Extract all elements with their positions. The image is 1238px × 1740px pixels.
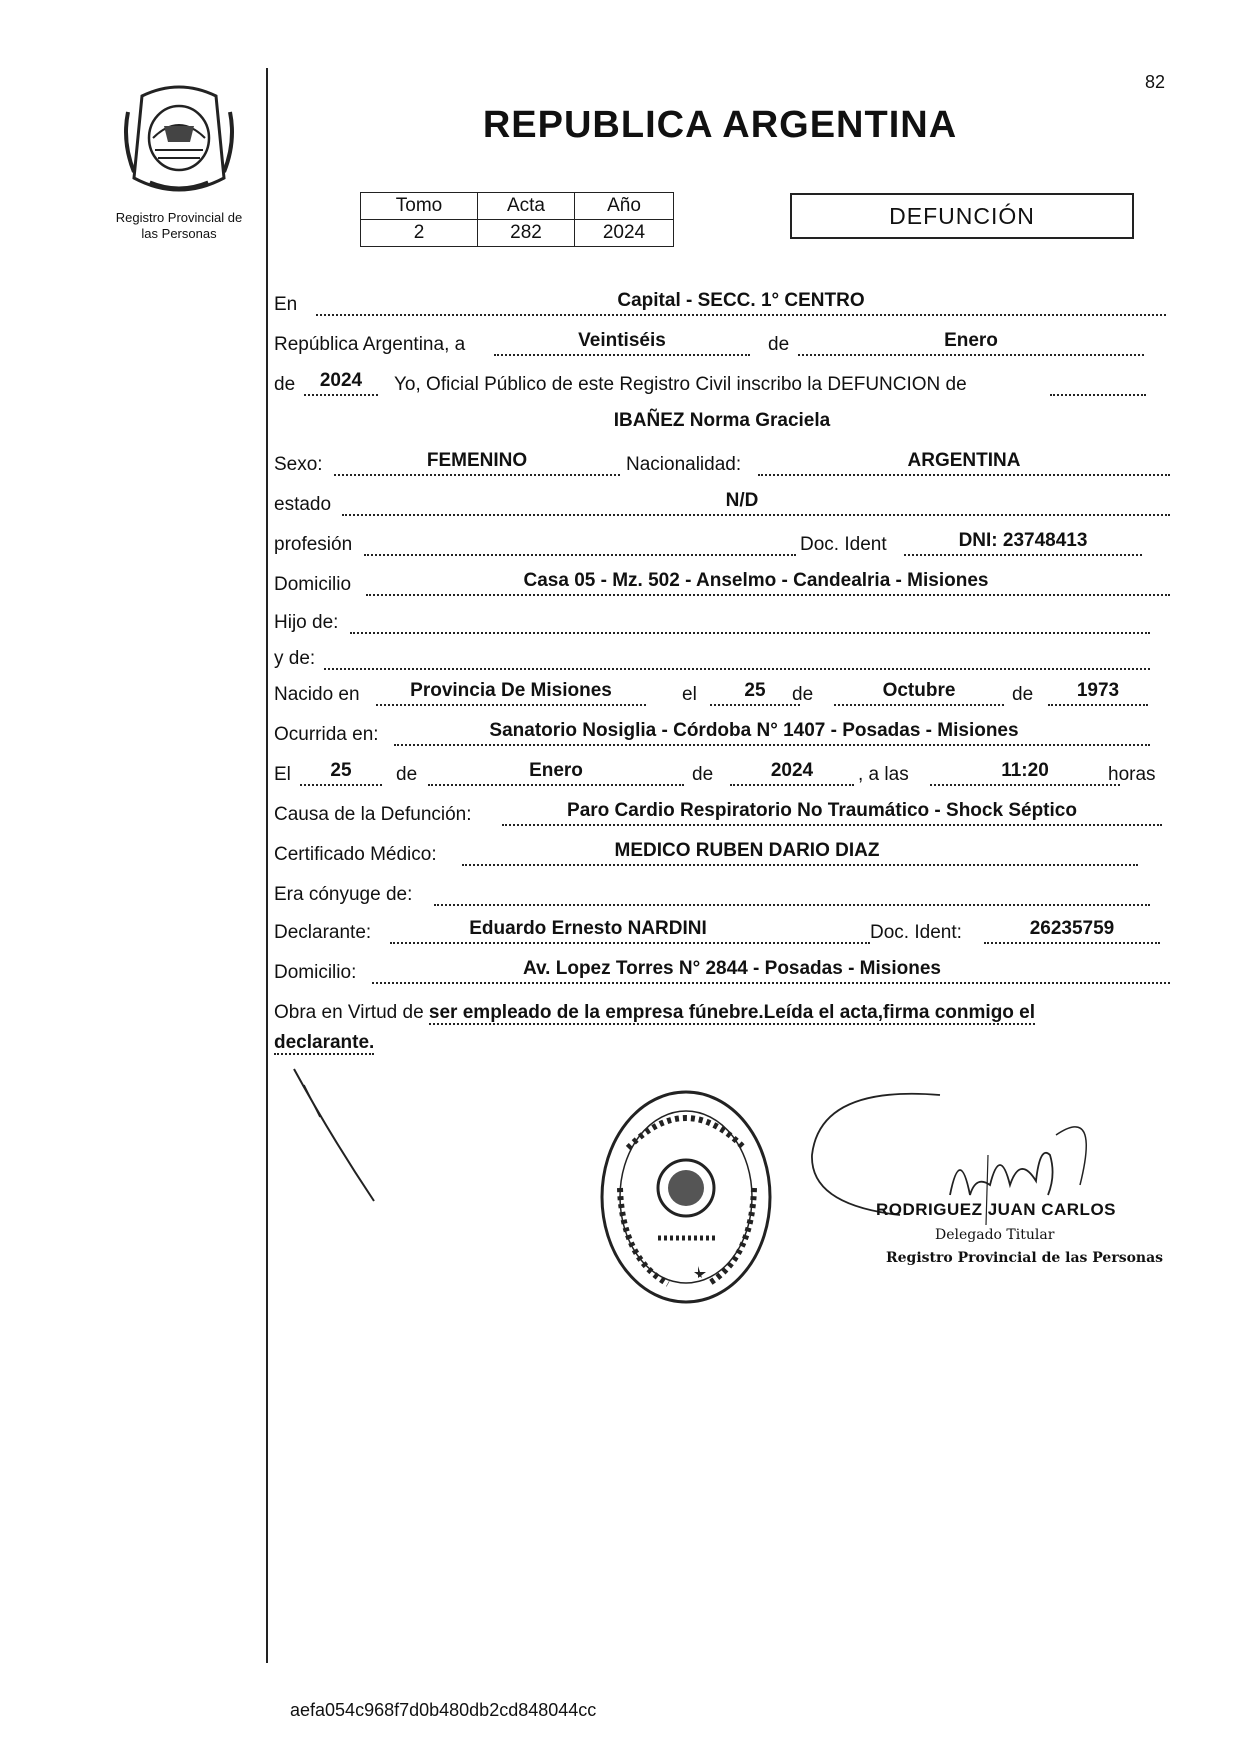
signatory-role: Delegado Titular [935,1227,1055,1243]
nacido-lugar: Provincia De Misiones [410,680,612,701]
value-anio: 2024 [575,220,674,247]
register-table-values [361,220,674,247]
de-label: de [396,764,418,785]
doc-ident-value: DNI: 23748413 [958,530,1088,551]
page-number: 82 [1145,72,1166,92]
horas-label: horas [1108,764,1156,785]
value-acta: 282 [478,220,575,247]
de-label: de [792,684,814,705]
value-tomo: 2 [361,220,478,247]
certificado-value: MEDICO RUBEN DARIO DIAZ [614,840,880,861]
row-yde [274,640,1174,674]
sexo-label: Sexo: [274,454,323,475]
muerte-hora: 11:20 [1001,760,1049,781]
page-title: REPUBLICA ARGENTINA [482,104,958,146]
republica-label: República Argentina, a [274,334,466,355]
obra-value-line1: ser empleado de la empresa fúnebre.Leída el acta,firma conmigo el [428,1002,1036,1023]
declarante-value: Eduardo Ernesto NARDINI [469,918,707,939]
nacionalidad-label: Nacionalidad: [626,454,742,475]
hijo-label: Hijo de: [274,612,339,633]
el-cap-label: El [274,764,291,785]
de-label: de [274,374,296,395]
obra-value-line2: declarante. [274,1032,375,1053]
register-table [360,192,674,247]
row-hijo [274,604,1174,638]
en-label: En [274,294,298,315]
causa-label: Causa de la Defunción: [274,804,472,825]
domicilio-label: Domicilio [274,574,352,595]
doc-ident2-value: 26235759 [1029,918,1115,939]
day-value: Veintiséis [578,330,666,351]
row-declarante [274,914,1174,948]
nacido-mes: Octubre [882,680,956,701]
year-value: 2024 [319,370,363,391]
row-nacido [274,676,1174,710]
obra-label: Obra en Virtud de [274,1002,424,1023]
obra-en-virtud [274,998,1174,1058]
row-en [274,286,1174,320]
signatory-organization: Registro Provincial de las Personas [886,1250,1164,1266]
alas-label: , a las [858,764,909,785]
row-fecha-muerte [274,756,1174,790]
ocurrida-value: Sanatorio Nosiglia - Córdoba N° 1407 - Posadas - Misiones [489,720,1019,741]
muerte-dia: 25 [330,760,352,781]
yde-label: y de: [274,648,316,669]
declarante-label: Declarante: [274,922,372,943]
header-tomo: Tomo [361,193,478,220]
month-value: Enero [944,330,998,351]
nacido-dia: 25 [744,680,766,701]
row-domicilio [274,566,1174,600]
signatory-name: RODRIGUEZ JUAN CARLOS [876,1200,1117,1219]
place-value: Capital - SECC. 1° CENTRO [617,290,865,311]
delegation-stamp [598,1088,774,1306]
de-label: de [768,334,790,355]
domicilio2-label: Domicilio: [274,962,357,983]
row-causa [274,796,1174,830]
row-profesion [274,526,1174,560]
row-certificado [274,836,1174,870]
estado-value: N/D [725,490,759,511]
doc-ident-label: Doc. Ident [800,534,887,555]
header-anio: Año [575,193,674,220]
margin-line [266,68,268,1663]
ocurrida-label: Ocurrida en: [274,724,379,745]
nacionalidad-value: ARGENTINA [907,450,1021,471]
row-conyuge [274,876,1174,910]
provincial-seal-logo [120,82,238,200]
el-label: el [682,684,697,705]
certificado-label: Certificado Médico: [274,844,437,865]
estado-label: estado [274,494,332,515]
conyuge-label: Era cónyuge de: [274,884,413,905]
deceased-name: IBAÑEZ Norma Graciela [613,410,831,431]
sexo-value: FEMENINO [426,450,528,471]
document-hash: aefa054c968f7d0b480db2cd848044cc [290,1700,597,1720]
muerte-mes: Enero [529,760,583,781]
yo-text: Yo, Oficial Público de este Registro Civil inscribo la DEFUNCION de [394,374,967,395]
nacido-label: Nacido en [274,684,360,705]
de-label: de [692,764,714,785]
row-yo [274,366,1174,400]
doc-ident2-label: Doc. Ident: [870,922,962,943]
row-estado [274,486,1174,520]
domicilio-value: Casa 05 - Mz. 502 - Anselmo - Candealria - Misiones [523,570,989,591]
domicilio2-value: Av. Lopez Torres N° 2844 - Posadas - Misiones [523,958,941,979]
row-date [274,326,1174,360]
register-table-header [361,193,674,220]
de-label: de [1012,684,1034,705]
strike-mark [290,1065,380,1205]
row-name [274,406,1174,440]
nacido-anio: 1973 [1076,680,1120,701]
document-type-box: DEFUNCIÓN [790,193,1134,239]
causa-value: Paro Cardio Respiratorio No Traumático - Shock Séptico [567,800,1077,821]
muerte-anio: 2024 [770,760,814,781]
registry-label: Registro Provincial de las Personas [115,210,243,241]
row-ocurrida [274,716,1174,750]
row-domicilio2 [274,954,1174,988]
row-sexo [274,446,1174,480]
header-acta: Acta [478,193,575,220]
profesion-label: profesión [274,534,353,555]
